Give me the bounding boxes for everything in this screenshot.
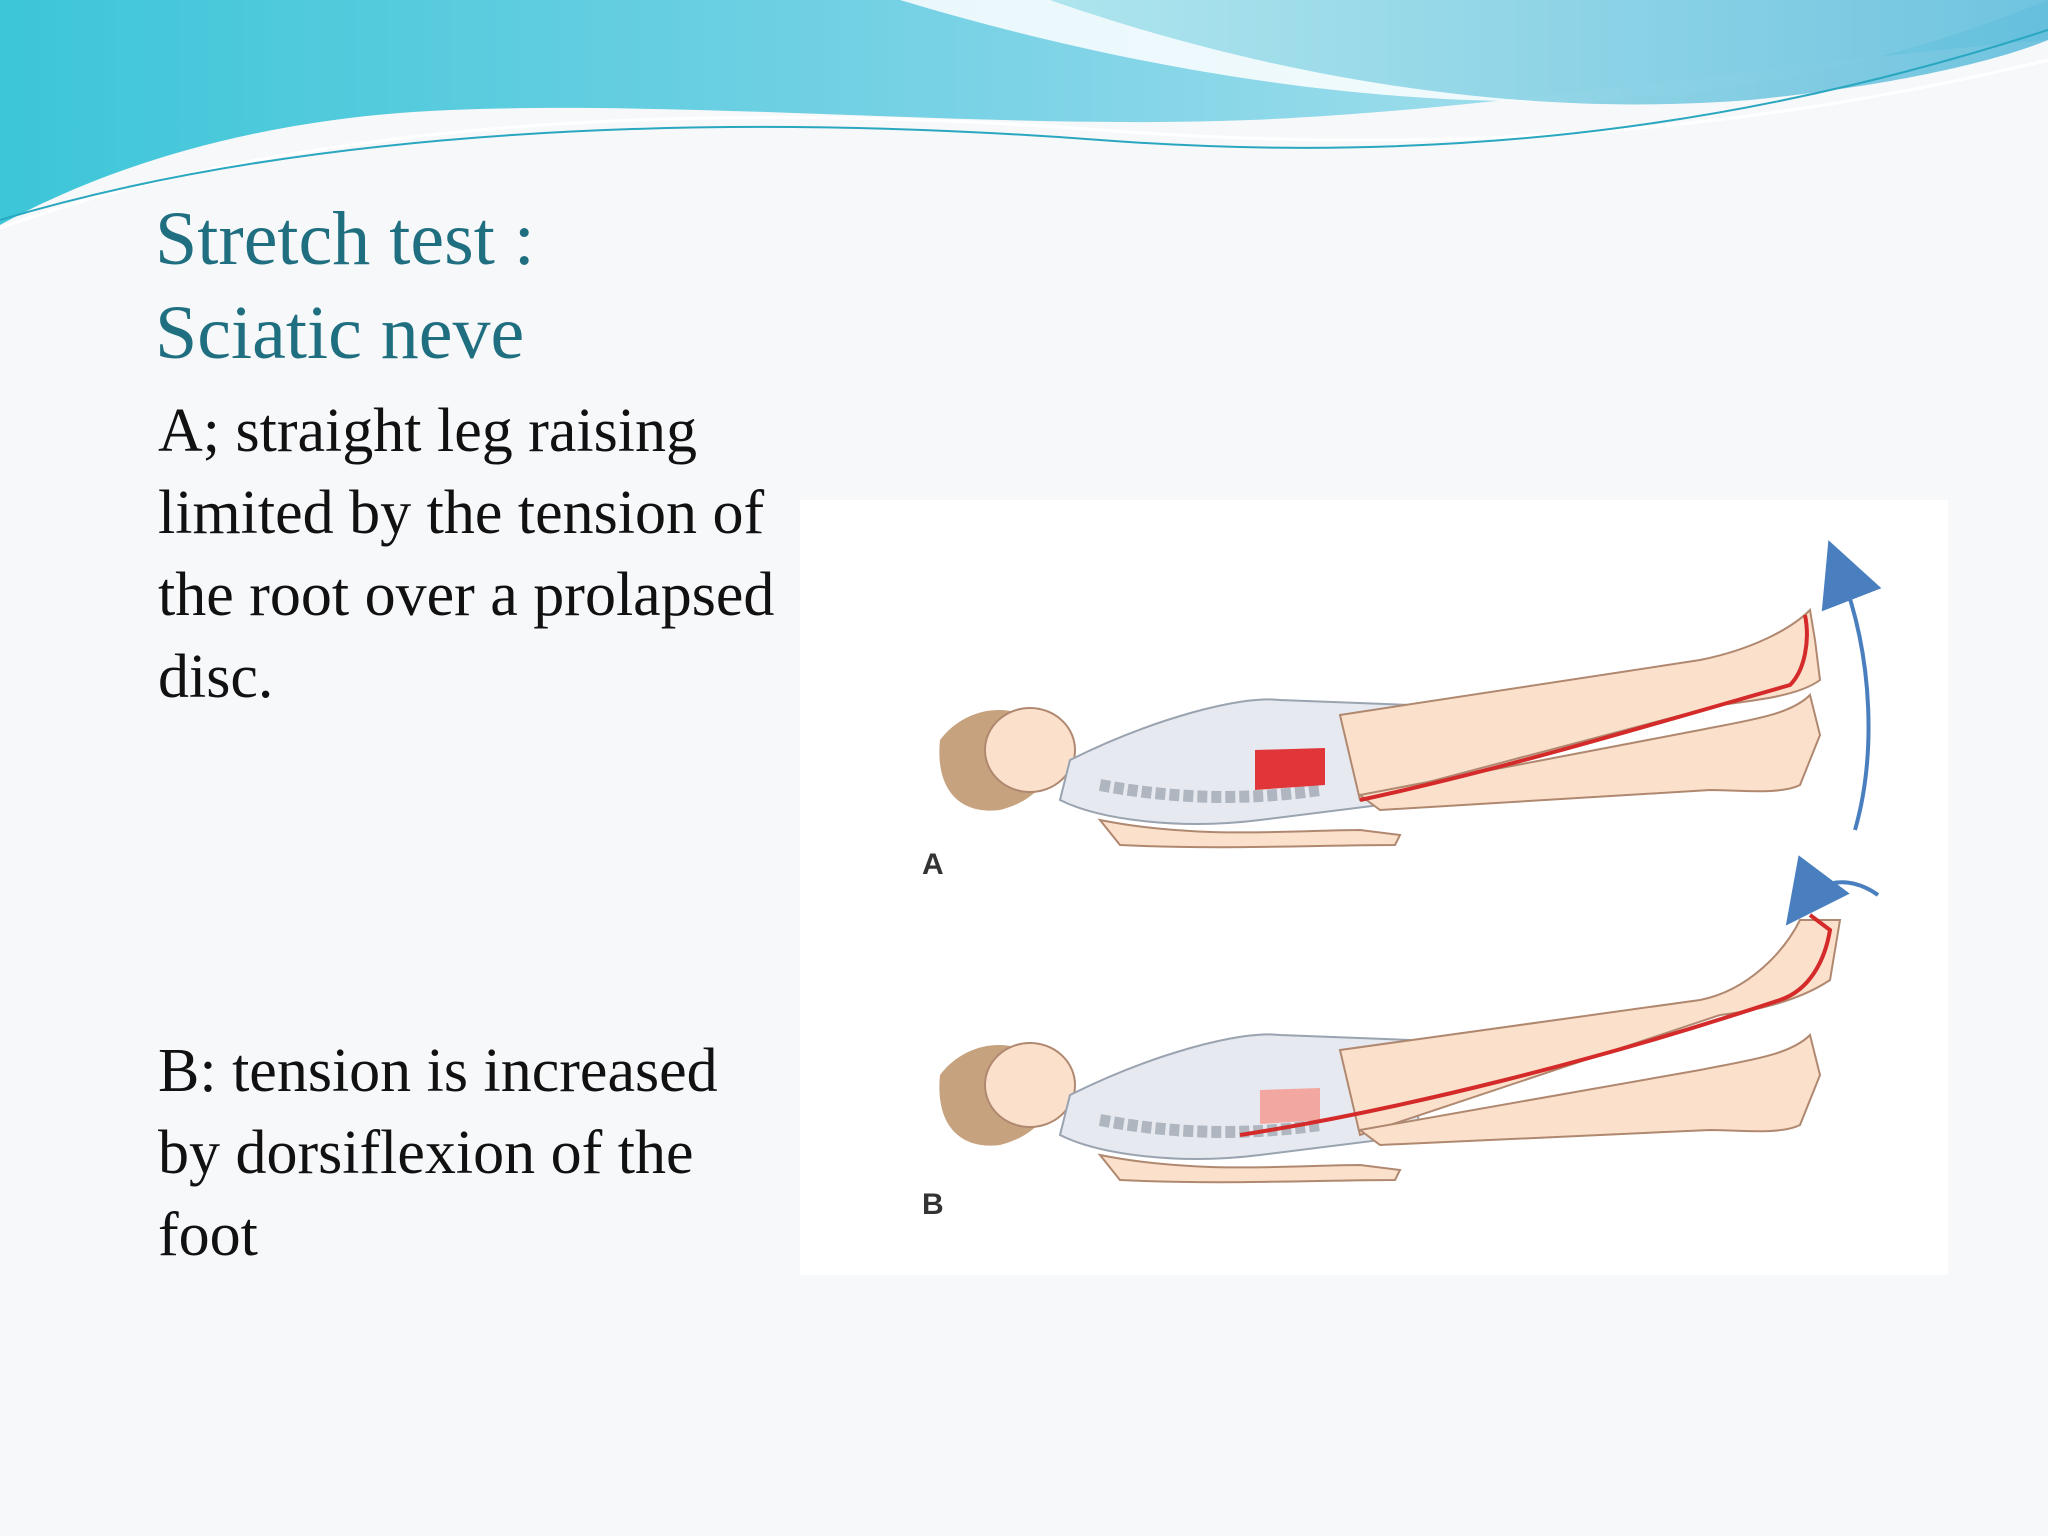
raise-arrow-a bbox=[1840, 570, 1869, 830]
head-b bbox=[985, 1043, 1075, 1127]
panel-b-figure bbox=[939, 882, 1878, 1182]
slide-title bbox=[155, 192, 535, 380]
disc-highlight-b bbox=[1260, 1088, 1320, 1124]
panel-label-a: A bbox=[922, 848, 944, 881]
description-b: B: tension is increased by dorsiflexion of the foot bbox=[158, 1037, 718, 1269]
head-a bbox=[985, 708, 1075, 792]
disc-highlight-a bbox=[1255, 748, 1325, 790]
arm-b bbox=[1100, 1155, 1400, 1182]
description-a: A; straight leg raising limited by the tension of the root over a prolapsed disc. bbox=[158, 397, 775, 711]
sciatic-stretch-illustration bbox=[800, 500, 1948, 1275]
panel-label-b: B bbox=[922, 1188, 944, 1221]
panel-a-figure bbox=[939, 570, 1868, 847]
dorsiflexion-arrow-b bbox=[1805, 882, 1878, 900]
illustration-svg bbox=[800, 500, 1948, 1275]
title-line-2: Sciatic neve bbox=[155, 291, 525, 375]
title-line-1: Stretch test : bbox=[155, 197, 535, 281]
arm-a bbox=[1100, 820, 1400, 847]
